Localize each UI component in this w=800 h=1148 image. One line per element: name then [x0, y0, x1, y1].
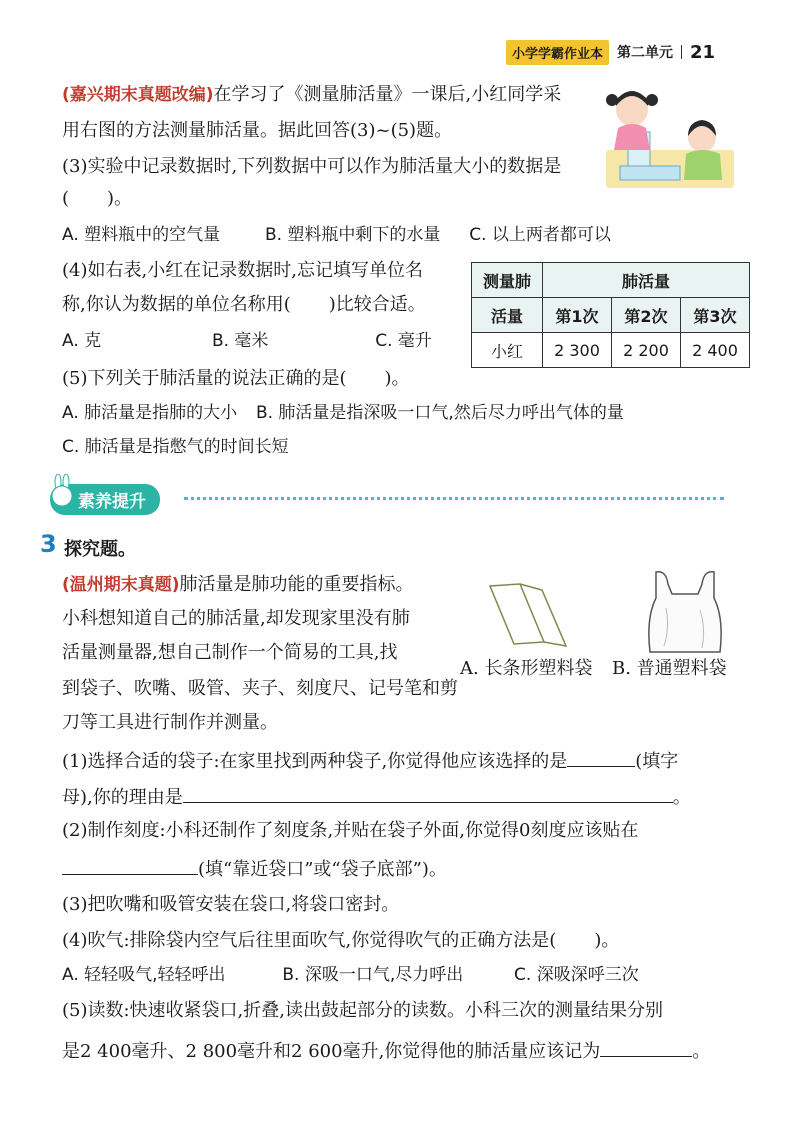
q2-sub3-line2: ( )。 [62, 188, 133, 209]
table-col-2: 第2次 [612, 298, 681, 333]
section-banner [50, 484, 160, 514]
option-a[interactable]: A. 肺活量是指肺的大小 [62, 403, 238, 423]
q3-intro-line5: 刀等工具进行制作并测量。 [62, 712, 278, 733]
answer-blank[interactable] [567, 746, 635, 767]
question-number: 3 [40, 530, 57, 558]
long-bag-icon [484, 580, 574, 650]
q2-sub4-options [62, 328, 432, 354]
section-divider [184, 497, 724, 500]
answer-blank[interactable] [62, 854, 198, 875]
table-cell: 2 200 [612, 333, 681, 368]
rabbit-icon [46, 474, 80, 508]
q3-sub5-line1: (5)读数:快速收紧袋口,折叠,读出鼓起部分的读数。小科三次的测量结果分别 [62, 1000, 664, 1021]
page-header [506, 40, 715, 64]
q3-intro-line1: (温州期末真题)肺活量是肺功能的重要指标。 [62, 574, 414, 595]
table-row-label: 小红 [472, 333, 543, 368]
table-cell: 2 400 [681, 333, 750, 368]
q2-sub5: (5)下列关于肺活量的说法正确的是( )。 [62, 368, 410, 389]
reason-blank[interactable] [183, 782, 673, 803]
option-c[interactable]: C. 肺活量是指憋气的时间长短 [62, 437, 289, 457]
series-badge: 小学学霸作业本 [506, 40, 609, 65]
plastic-bag-icon [640, 568, 730, 656]
q3-sub1-line1: (1)选择合适的袋子:在家里找到两种袋子,你觉得他应该选择的是 (填字 [62, 746, 678, 775]
girls-illustration [598, 80, 738, 192]
table-col-1: 第1次 [543, 298, 612, 333]
q2-sub5-options-ab [62, 400, 624, 426]
q2-source-tag: (嘉兴期末真题改编) [62, 85, 214, 105]
q3-sub4-options [62, 962, 639, 988]
table-col-3: 第3次 [681, 298, 750, 333]
unit-label: 第二单元 [617, 45, 674, 61]
q2-sub3-line1: (3)实验中记录数据时,下列数据中可以作为肺活量大小的数据是 [62, 156, 562, 177]
q3-sub2-line1: (2)制作刻度:小科还制作了刻度条,并贴在袋子外面,你觉得0刻度应该贴在 [62, 820, 639, 841]
option-c[interactable]: C. 以上两者都可以 [469, 225, 611, 245]
question-title: 探究题。 [64, 539, 136, 560]
answer-blank[interactable] [600, 1036, 692, 1057]
option-a[interactable]: A. 轻轻吸气,轻轻呼出 [62, 965, 226, 985]
q3-intro-line4: 到袋子、吹嘴、吸管、夹子、刻度尺、记号笔和剪 [62, 678, 458, 699]
q2-intro-line2: 用右图的方法测量肺活量。据此回答(3)~(5)题。 [62, 120, 453, 141]
table-group-header: 肺活量 [543, 263, 750, 298]
q3-sub4: (4)吹气:排除袋内空气后往里面吹气,你觉得吹气的正确方法是( )。 [62, 930, 620, 951]
section-title: 素养提升 [50, 484, 160, 515]
option-c[interactable]: C. 深吸深呼三次 [514, 965, 639, 985]
page-number: 21 [690, 41, 716, 63]
q3-intro-line3: 活量测量器,想自己制作一个简易的工具,找 [62, 642, 398, 663]
table-row-header-cont: 活量 [472, 298, 543, 333]
q3-sub2-line2: (填“靠近袋口”或“袋子底部”)。 [62, 854, 447, 883]
table-cell: 2 300 [543, 333, 612, 368]
q2-sub5-option-c [62, 434, 289, 460]
q3-sub5-line2: 是2 400毫升、2 800毫升和2 600毫升,你觉得他的肺活量应该记为 。 [62, 1036, 710, 1065]
bag-b-caption: B. 普通塑料袋 [612, 658, 727, 679]
lung-capacity-table [471, 262, 750, 368]
option-c[interactable]: C. 毫升 [375, 331, 432, 351]
q3-sub1-line2: 母),你的理由是 。 [62, 782, 691, 811]
option-b[interactable]: B. 深吸一口气,尽力呼出 [282, 965, 464, 985]
option-a[interactable]: A. 塑料瓶中的空气量 [62, 225, 221, 245]
header-divider [681, 45, 682, 59]
option-b[interactable]: B. 肺活量是指深吸一口气,然后尽力呼出气体的量 [255, 403, 624, 423]
q2-intro-line1: (嘉兴期末真题改编)在学习了《测量肺活量》一课后,小红同学采 [62, 84, 562, 105]
option-b[interactable]: B. 毫米 [211, 331, 269, 351]
q3-sub3: (3)把吹嘴和吸管安装在袋口,将袋口密封。 [62, 894, 400, 915]
q3-source-tag: (温州期末真题) [62, 575, 180, 595]
q2-sub4-line1: (4)如右表,小红在记录数据时,忘记填写单位名 [62, 260, 423, 281]
option-b[interactable]: B. 塑料瓶中剩下的水量 [264, 225, 441, 245]
bag-a-caption: A. 长条形塑料袋 [460, 658, 593, 679]
q2-sub3-options [62, 222, 611, 248]
q3-intro-line2: 小科想知道自己的肺活量,却发现家里没有肺 [62, 608, 410, 629]
option-a[interactable]: A. 克 [62, 331, 102, 351]
table-row-header: 测量肺 [472, 263, 543, 298]
q2-sub4-line2: 称,你认为数据的单位名称用( )比较合适。 [62, 294, 426, 315]
